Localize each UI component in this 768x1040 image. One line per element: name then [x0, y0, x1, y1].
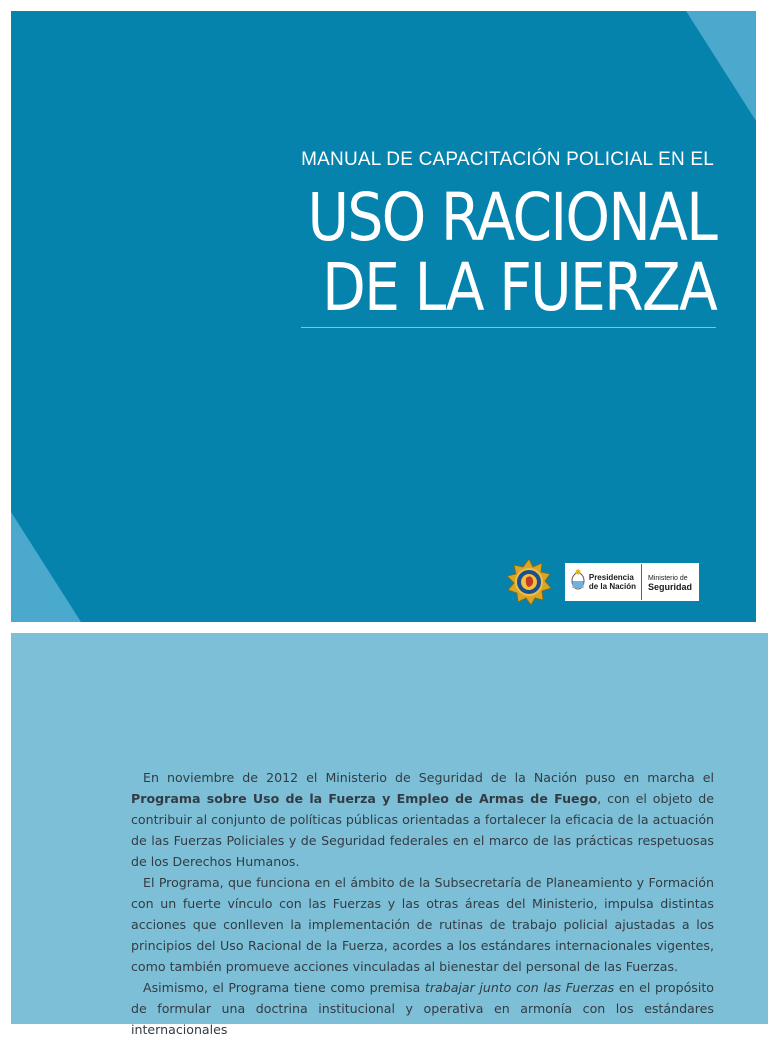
- police-badge-icon: [505, 558, 553, 606]
- government-logo: [565, 563, 699, 601]
- intro-paragraph-2: El Programa, que funciona en el ámbito de la Subsecretaría de Planeamiento y Formación con un fuerte vínculo con las Fuerzas y las otras áreas del Ministerio, impulsa distintas acciones que conlleven la implementación de rutinas de trabajo policial ajustadas a los principios del Uso Racional de la Fuerza, acordes a los estándares internacionales vigentes, como también promueve acciones vinculadas al bienestar del personal de las Fuerzas.: [131, 875, 714, 974]
- intro-paragraph-1: [131, 767, 714, 872]
- presidencia-line2: de la Nación: [588, 582, 636, 591]
- cover-subtitle: MANUAL DE CAPACITACIÓN POLICIAL EN EL: [301, 149, 714, 170]
- cover-divider: [301, 327, 716, 328]
- ministerio-line1: Ministerio de: [647, 574, 688, 582]
- presidencia-logo: [566, 564, 642, 600]
- intro-page: [11, 633, 768, 1037]
- cover-corner-decoration-bottom-left: [11, 512, 81, 622]
- intro-p3-emphasis: trabajar junto con las Fuerzas: [424, 980, 615, 995]
- cover-title-line1: USO RACIONAL: [307, 179, 716, 256]
- cover-corner-decoration-top-right: [686, 11, 756, 121]
- logos-row: [505, 558, 699, 606]
- cover-title: [307, 179, 716, 326]
- intro-body: [131, 767, 714, 1040]
- intro-p1-text-b: , con el objeto de contribuir al conjunto de políticas públicas orientadas a fortalecer la eficacia de la actuación de las Fuerzas Policiales y de Seguridad federales en el marco de las prácticas respetuosas de los Derechos Humanos.: [131, 791, 714, 869]
- intro-p3-text-b: en el propósito de formular una doctrina institucional y operativa en armonía con los estándares internacionales: [131, 980, 715, 1037]
- cover-page: [11, 11, 756, 622]
- intro-p3-text-a: Asimismo, el Programa tiene como premisa: [143, 980, 425, 995]
- intro-p1-program-name: Programa sobre Uso de la Fuerza y Empleo de Armas de Fuego: [131, 791, 598, 806]
- ministerio-line2: Seguridad: [647, 581, 692, 592]
- ministerio-logo: [642, 564, 698, 600]
- cover-title-line2: DE LA FUERZA: [322, 249, 716, 326]
- coat-of-arms-icon: [571, 569, 585, 596]
- intro-paragraph-3: [131, 977, 714, 1040]
- presidencia-line1: Presidencia: [588, 573, 634, 582]
- intro-p1-text-a: En noviembre de 2012 el Ministerio de Seguridad de la Nación puso en marcha el: [143, 770, 714, 785]
